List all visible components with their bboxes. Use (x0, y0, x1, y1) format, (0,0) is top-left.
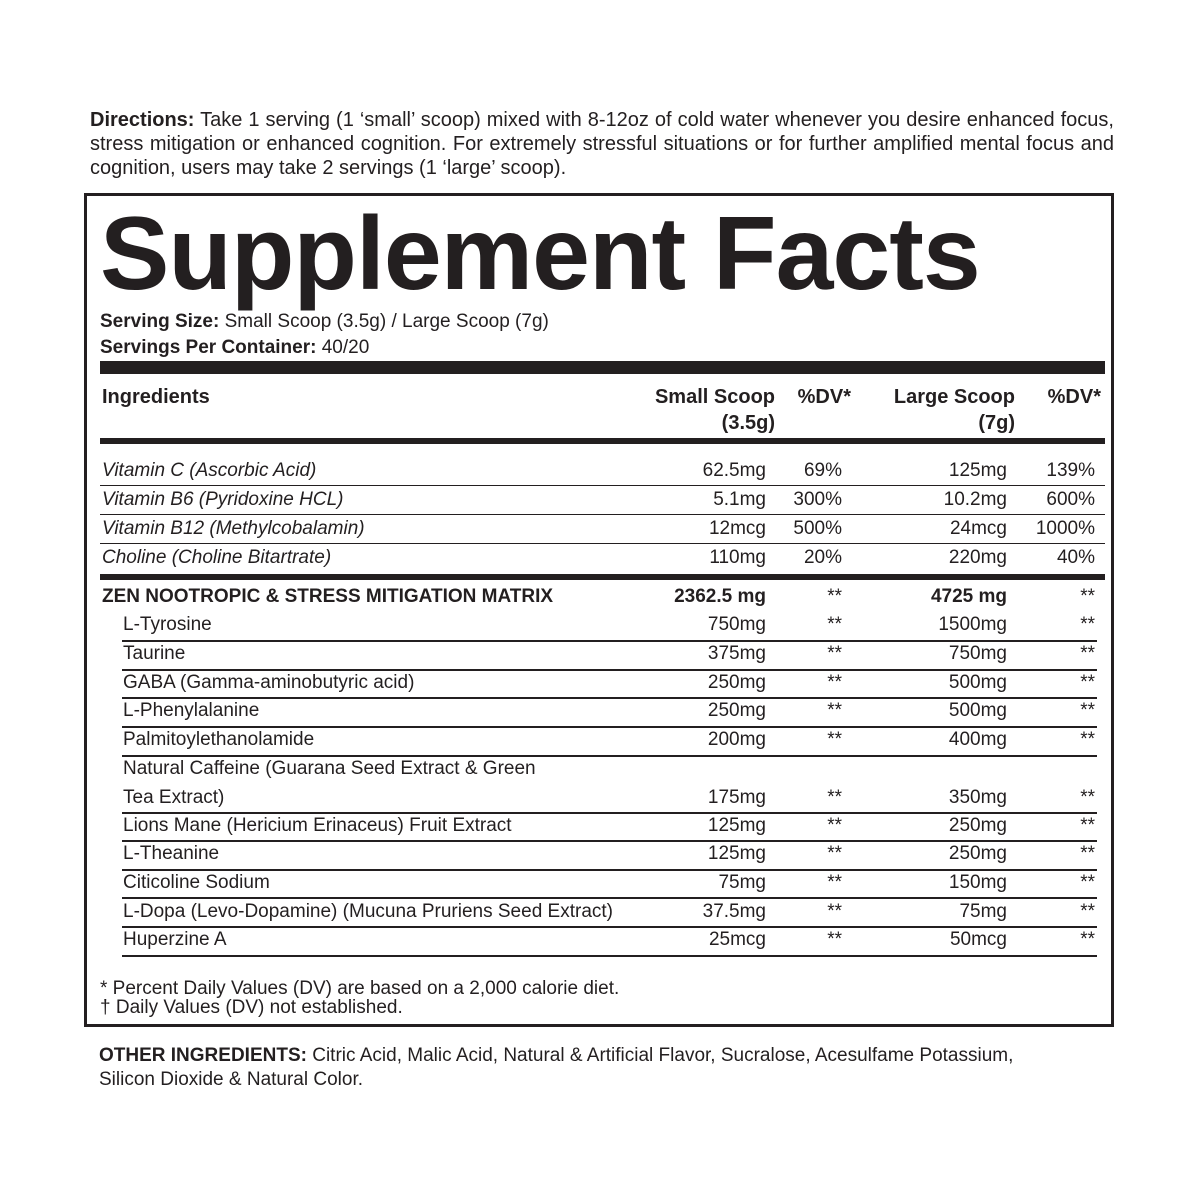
row-divider (122, 869, 1097, 871)
header-small-scoop-line1: Small Scoop (654, 386, 775, 408)
small-scoop-dv: 300% (793, 489, 842, 510)
small-scoop-amount: 110mg (709, 547, 766, 568)
serving-size (100, 311, 549, 333)
small-scoop-dv: ** (827, 843, 842, 864)
small-scoop-dv: ** (827, 672, 842, 693)
row-divider (122, 840, 1097, 842)
large-scoop-amount: 350mg (948, 787, 1007, 808)
small-scoop-amount: 12mcg (708, 518, 766, 539)
ingredient-name-continued: Tea Extract) (123, 787, 225, 808)
large-scoop-amount: 250mg (948, 815, 1007, 836)
other-ingredients (99, 1044, 1059, 1092)
small-scoop-dv: ** (827, 700, 842, 721)
small-scoop-dv: ** (827, 815, 842, 836)
ingredient-name: L-Phenylalanine (123, 700, 260, 721)
footnote-dagger: † Daily Values (DV) not established. (100, 997, 403, 1018)
large-scoop-dv: ** (1080, 672, 1095, 693)
large-scoop-dv: ** (1080, 843, 1095, 864)
small-scoop-amount: 25mcg (708, 929, 766, 950)
ingredient-name: Vitamin C (Ascorbic Acid) (102, 460, 317, 481)
ingredient-name: Choline (Choline Bitartrate) (102, 547, 332, 568)
serving-size-value: Small Scoop (3.5g) / Large Scoop (7g) (224, 311, 549, 332)
matrix-name: ZEN NOOTROPIC & STRESS MITIGATION MATRIX (102, 586, 554, 607)
small-scoop-amount: 200mg (707, 729, 766, 750)
small-scoop-dv: ** (827, 929, 842, 950)
other-ingredients-label: OTHER INGREDIENTS: (99, 1045, 307, 1066)
large-scoop-dv: ** (1080, 700, 1095, 721)
small-scoop-amount: 125mg (707, 843, 766, 864)
ingredient-name: L-Dopa (Levo-Dopamine) (Mucuna Pruriens Seed Extract) (123, 901, 613, 922)
servings-per-container-label: Servings Per Container: (100, 337, 317, 358)
large-scoop-dv: 1000% (1035, 518, 1095, 539)
matrix-small-dv: ** (827, 586, 842, 607)
small-scoop-dv: ** (827, 901, 842, 922)
facts-title: Supplement Facts (100, 196, 980, 312)
small-scoop-amount: 175mg (707, 787, 766, 808)
row-divider (122, 726, 1097, 728)
row-divider (100, 485, 1105, 486)
large-scoop-dv: ** (1080, 901, 1095, 922)
header-dv-large: %DV* (1047, 386, 1101, 408)
large-scoop-dv: 40% (1056, 547, 1095, 568)
large-scoop-dv: ** (1080, 872, 1095, 893)
other-ingredients-text: Citric Acid, Malic Acid, Natural & Artificial Flavor, Sucralose, Acesulfame Potassium, Silicon Dioxide & Natural Color. (99, 1045, 1014, 1090)
directions-label: Directions: (90, 109, 195, 131)
small-scoop-dv: ** (827, 787, 842, 808)
row-divider (122, 812, 1097, 814)
large-scoop-amount: 500mg (948, 700, 1007, 721)
matrix-large-amount: 4725 mg (930, 586, 1007, 607)
header-large-scoop-line1: Large Scoop (893, 386, 1015, 408)
row-divider (100, 543, 1105, 544)
large-scoop-amount: 125mg (948, 460, 1007, 481)
small-scoop-dv: ** (827, 614, 842, 635)
ingredient-name: Huperzine A (123, 929, 227, 950)
large-scoop-dv: ** (1080, 614, 1095, 635)
row-divider (122, 755, 1097, 757)
small-scoop-amount: 5.1mg (713, 489, 766, 510)
directions-body: Take 1 serving (1 ‘small’ scoop) mixed with 8-12oz of cold water whenever you desire enhanced focus, stress mitigation or enhanced cognition. For extremely stressful situations or for further amplified mental focus and cognition, users may take 2 servings (1 ‘large’ scoop). (90, 109, 1114, 179)
large-scoop-dv: ** (1080, 729, 1095, 750)
small-scoop-amount: 37.5mg (702, 901, 766, 922)
small-scoop-amount: 750mg (707, 614, 766, 635)
large-scoop-amount: 400mg (948, 729, 1007, 750)
matrix-large-dv: ** (1080, 586, 1095, 607)
ingredient-name: Lions Mane (Hericium Erinaceus) Fruit Extract (123, 815, 512, 836)
small-scoop-dv: 20% (803, 547, 842, 568)
ingredient-name: Natural Caffeine (Guarana Seed Extract & Green (123, 758, 536, 779)
header-small-scoop-line2: (3.5g) (721, 412, 775, 434)
ingredient-name: Vitamin B6 (Pyridoxine HCL) (102, 489, 344, 510)
row-divider (122, 926, 1097, 928)
small-scoop-amount: 75mg (718, 872, 766, 893)
header-ingredients: Ingredients (102, 386, 210, 408)
large-scoop-amount: 500mg (948, 672, 1007, 693)
large-scoop-dv: ** (1080, 929, 1095, 950)
footnote-dv: * Percent Daily Values (DV) are based on a 2,000 calorie diet. (100, 978, 620, 999)
large-scoop-amount: 750mg (948, 643, 1007, 664)
header-large-scoop (894, 384, 1015, 436)
small-scoop-dv: ** (827, 729, 842, 750)
large-scoop-amount: 1500mg (938, 614, 1007, 635)
servings-per-container (100, 337, 369, 359)
ingredient-name: L-Tyrosine (123, 614, 212, 635)
large-scoop-dv: 139% (1046, 460, 1095, 481)
small-scoop-amount: 375mg (707, 643, 766, 664)
large-scoop-amount: 220mg (948, 547, 1007, 568)
large-scoop-amount: 50mcg (949, 929, 1007, 950)
header-large-scoop-line2: (7g) (978, 412, 1015, 434)
small-scoop-amount: 250mg (707, 672, 766, 693)
ingredient-name: Vitamin B12 (Methylcobalamin) (102, 518, 365, 539)
row-divider (122, 897, 1097, 899)
supplement-facts-panel (84, 193, 1114, 1027)
small-scoop-amount: 125mg (707, 815, 766, 836)
ingredient-name: Palmitoylethanolamide (123, 729, 315, 750)
large-scoop-dv: ** (1080, 643, 1095, 664)
ingredient-name: Taurine (123, 643, 186, 664)
large-scoop-amount: 10.2mg (943, 489, 1007, 510)
ingredient-name: Citicoline Sodium (123, 872, 270, 893)
large-scoop-amount: 75mg (959, 901, 1007, 922)
large-scoop-amount: 250mg (948, 843, 1007, 864)
footnotes (100, 979, 619, 1017)
large-scoop-dv: 600% (1046, 489, 1095, 510)
small-scoop-amount: 62.5mg (702, 460, 766, 481)
section-divider (100, 574, 1105, 580)
large-scoop-amount: 24mcg (949, 518, 1007, 539)
small-scoop-dv: 500% (793, 518, 842, 539)
row-divider (122, 697, 1097, 699)
small-scoop-amount: 250mg (707, 700, 766, 721)
matrix-small-amount: 2362.5 mg (674, 586, 766, 607)
small-scoop-dv: ** (827, 643, 842, 664)
row-divider (122, 669, 1097, 671)
ingredient-name: GABA (Gamma-aminobutyric acid) (123, 672, 415, 693)
ingredient-name: L-Theanine (123, 843, 220, 864)
row-divider (122, 955, 1097, 957)
large-scoop-dv: ** (1080, 815, 1095, 836)
row-divider (122, 640, 1097, 642)
servings-per-container-value: 40/20 (321, 337, 370, 358)
small-scoop-dv: 69% (803, 460, 842, 481)
column-header-divider (100, 438, 1105, 444)
row-divider (100, 514, 1105, 515)
serving-size-label: Serving Size: (100, 311, 220, 332)
directions-text (90, 108, 1114, 180)
small-scoop-dv: ** (827, 872, 842, 893)
header-dv-small: %DV* (797, 386, 851, 408)
large-scoop-amount: 150mg (948, 872, 1007, 893)
header-small-scoop (655, 384, 775, 436)
header-divider-thick (100, 361, 1105, 374)
large-scoop-dv: ** (1080, 787, 1095, 808)
